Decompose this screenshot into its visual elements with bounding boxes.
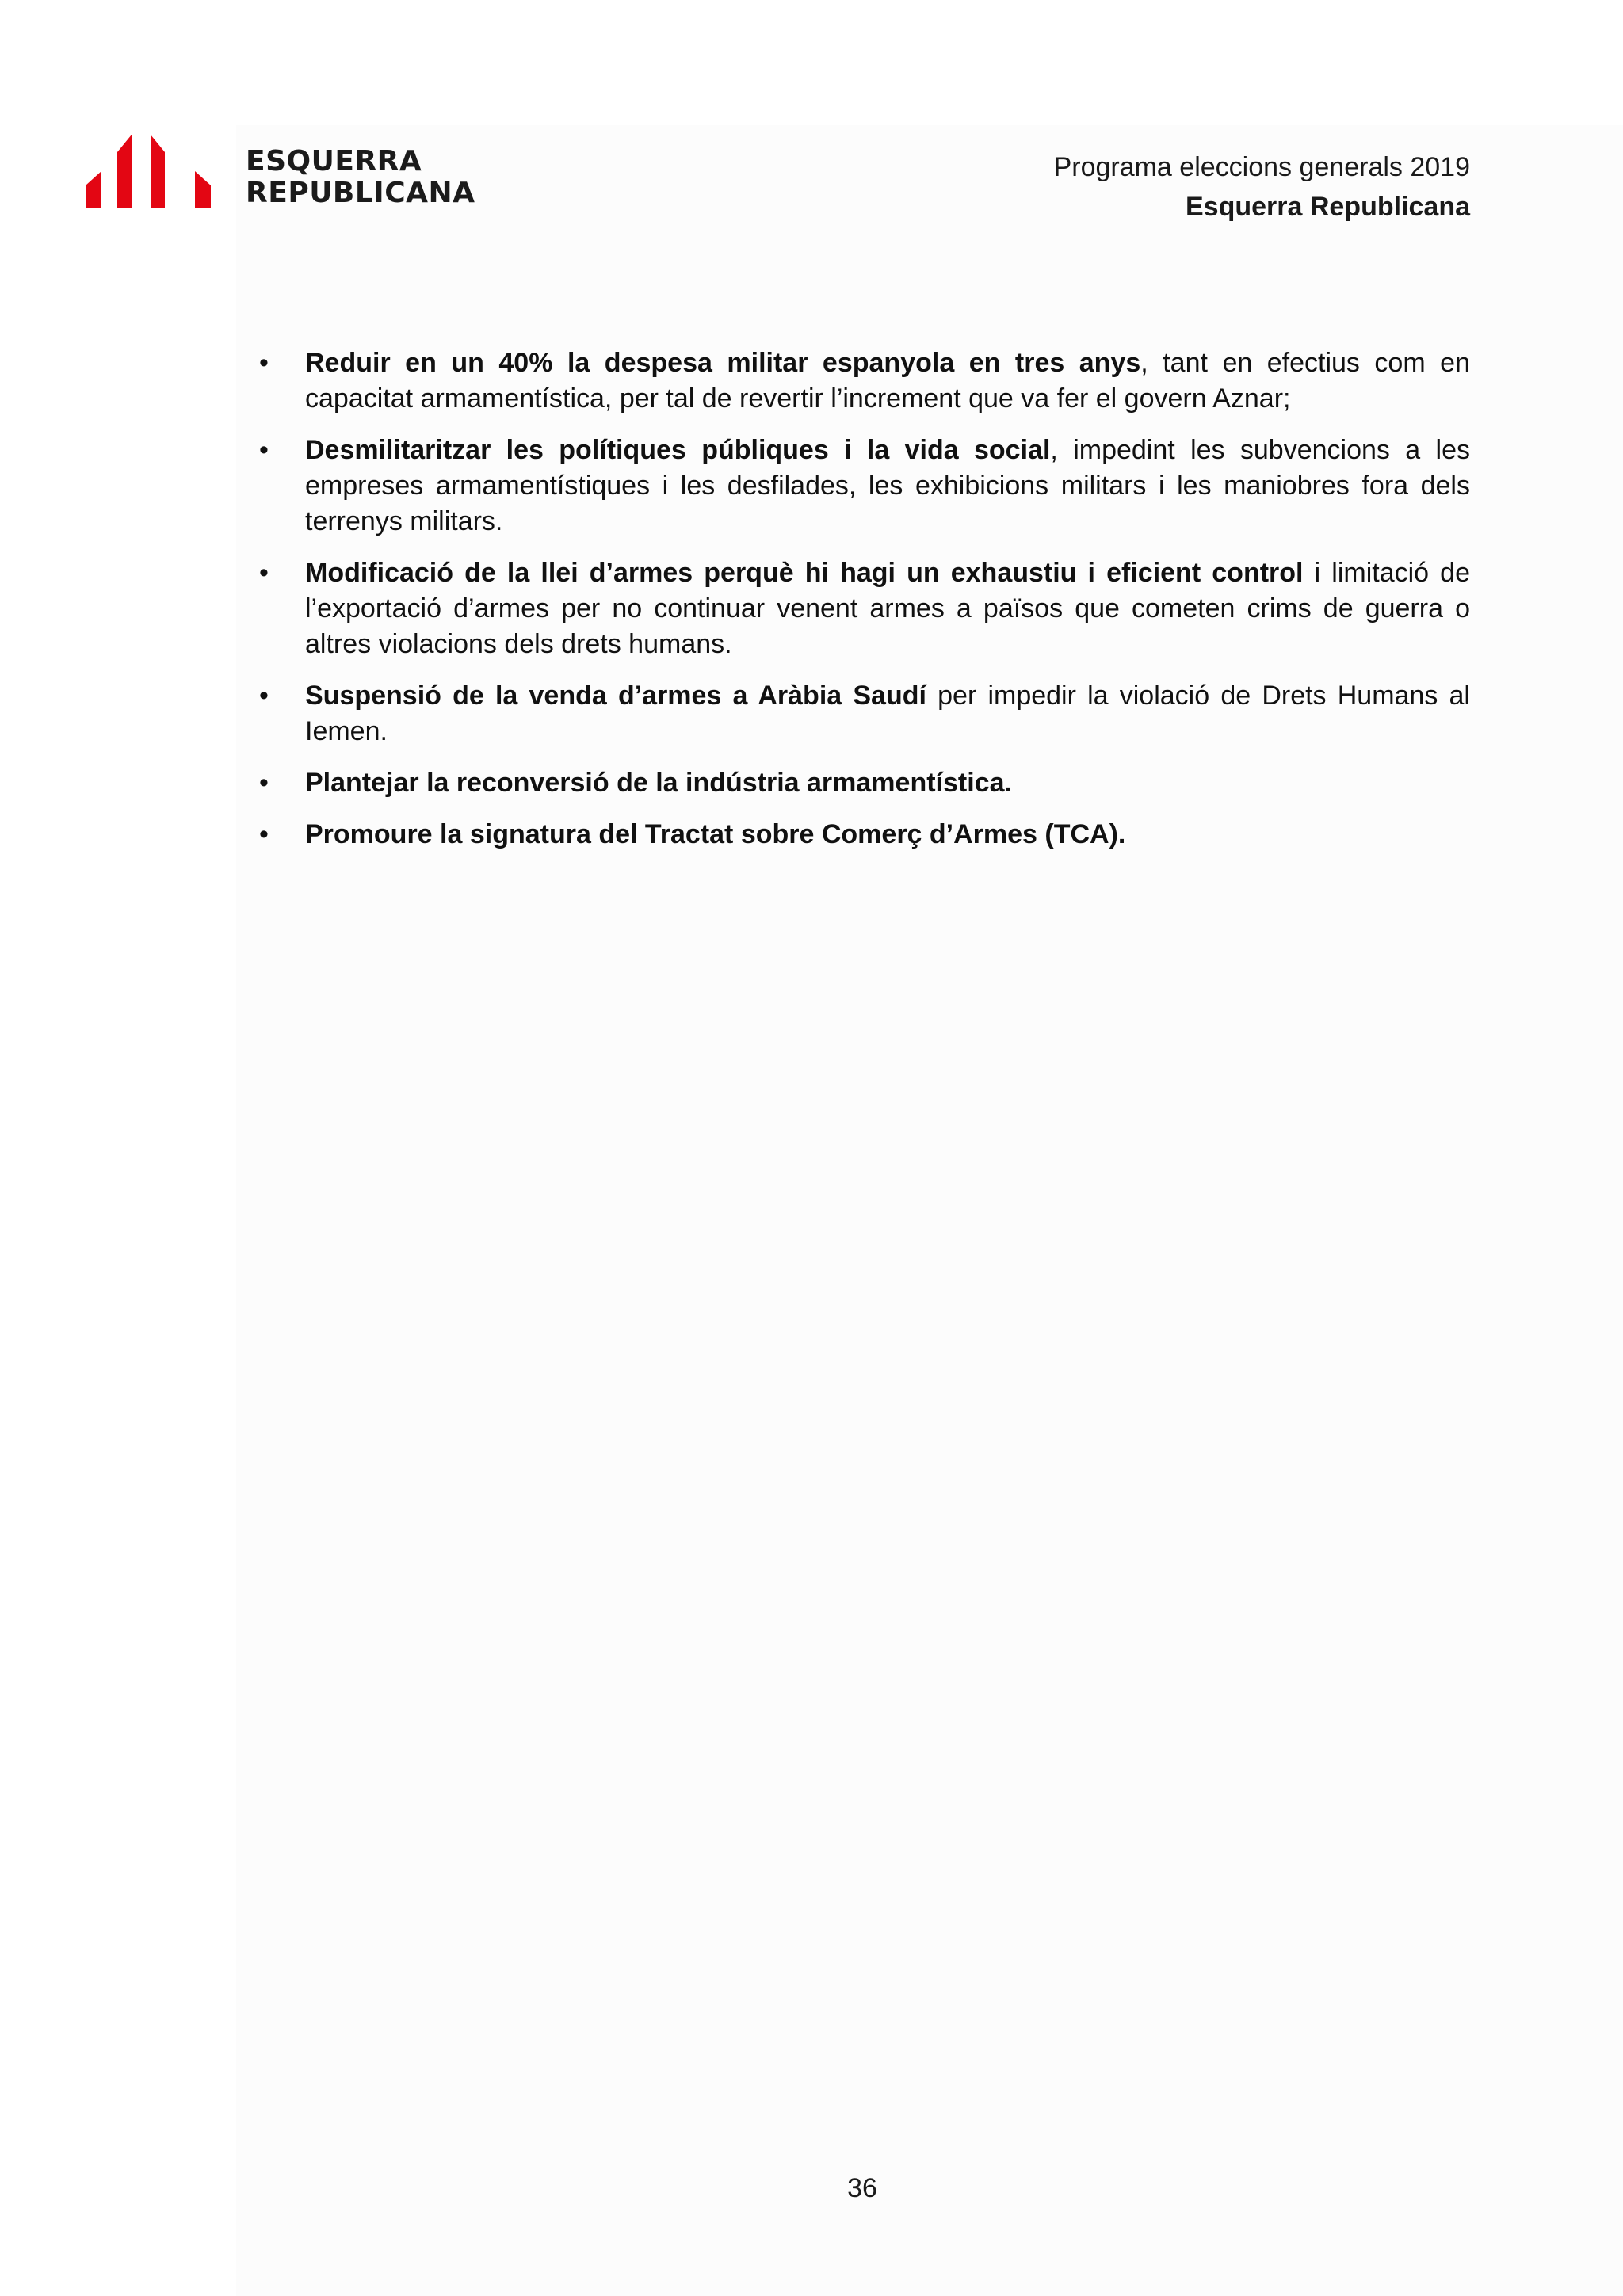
document-subtitle: Esquerra Republicana — [1185, 192, 1470, 222]
list-item-bold: Suspensió de la venda d’armes a Aràbia Saudí — [305, 681, 926, 711]
list-item-text: i limitació de l’exportació d’armes per no continuar venent armes a països que cometen crims de guerra o altres violacions dels drets humans. — [305, 558, 1471, 659]
list-item — [252, 678, 1470, 749]
list-item-bold: Reduir en un 40% la despesa militar espanyola en tres anys — [305, 348, 1141, 378]
main-content — [252, 345, 1470, 868]
logo-bars-icon — [86, 135, 212, 208]
document-header — [1054, 147, 1470, 227]
list-item-bold: Promoure la signatura del Tractat sobre Comerç d’Armes (TCA). — [305, 819, 1126, 849]
bullet-icon: • — [259, 768, 269, 798]
proposal-list — [252, 345, 1470, 852]
bullet-icon: • — [259, 435, 269, 465]
party-logo — [86, 135, 475, 214]
list-item — [252, 433, 1470, 540]
list-item-bold: Desmilitaritzar les polítiques públiques i la vida social — [305, 435, 1051, 465]
bullet-icon: • — [259, 819, 269, 849]
list-item — [252, 765, 1470, 801]
list-item — [252, 817, 1470, 852]
list-item-bold: Plantejar la reconversió de la indústria armamentística. — [305, 768, 1012, 798]
list-item-bold: Modificació de la llei d’armes perquè hi hagi un exhaustiu i eficient control — [305, 558, 1304, 588]
list-item — [252, 555, 1470, 662]
list-item-text: , impedint les subvencions a les empreses armamentístiques i les desfilades, les exhibicions militars i les maniobres fora dels terrenys militars. — [305, 435, 1470, 536]
list-item-text: , tant en efectius com en capacitat armamentística, per tal de revertir l’increment que va fer el govern Aznar; — [305, 348, 1470, 414]
list-item — [252, 345, 1470, 417]
logo-wordmark — [246, 146, 475, 209]
document-title: Programa eleccions generals 2019 — [1053, 152, 1470, 182]
logo-line-1: ESQUERRA — [246, 145, 422, 177]
bullet-icon: • — [259, 348, 269, 378]
bullet-icon: • — [259, 681, 269, 711]
page-number: 36 — [847, 2173, 877, 2203]
bullet-icon: • — [259, 558, 269, 588]
logo-line-2: REPUBLICANA — [246, 177, 475, 209]
list-item-text: per impedir la violació de Drets Humans al Iemen. — [305, 681, 1470, 746]
